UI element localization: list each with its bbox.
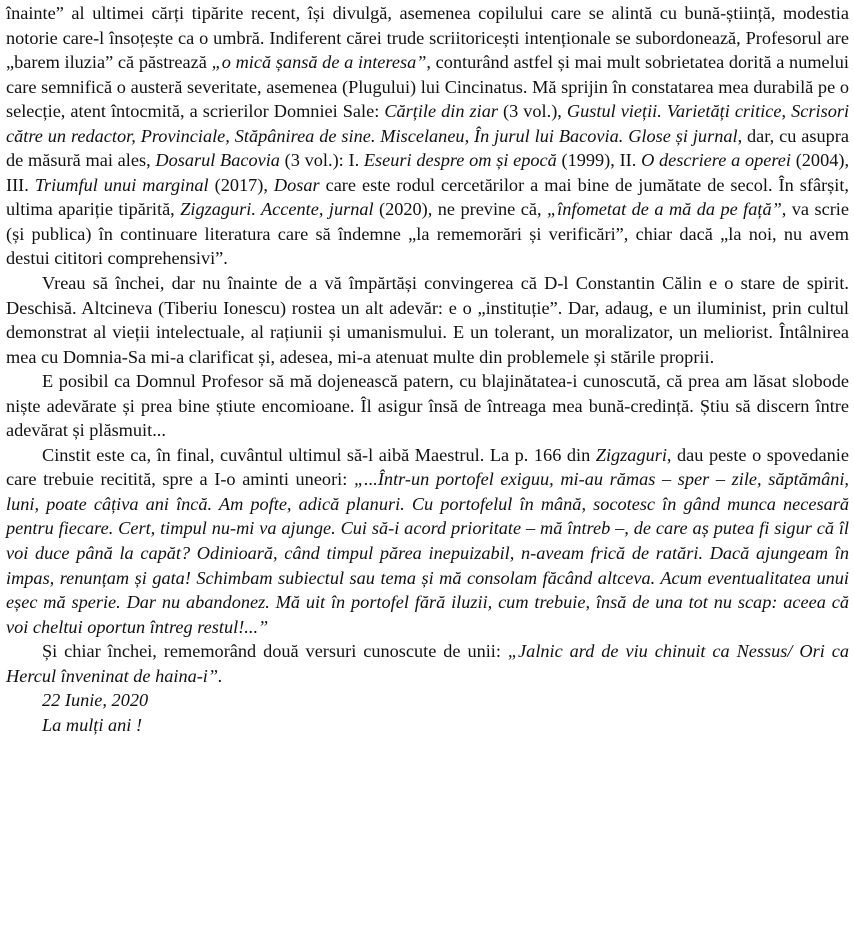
body-text-run: (3 vol.),	[498, 101, 567, 122]
body-text	[6, 1, 849, 688]
body-text-run: înainte” al ultimei cărți tipărite recent, își divulgă, asemenea copilului care se alintă cu bună-știință, modestia notorie care-l însoțește ca o umbră. Indiferent cărei trude scriitoricești intenționale se subordonează, Profesorul are „barem iluzia” că păstrează	[6, 3, 849, 73]
italic-text: Dosarul Bacovia	[155, 150, 280, 171]
body-text-run: E posibil ca Domnul Profesor să mă dojenească patern, cu blajinătatea-i cunoscută, că prea am lăsat slobode niște adevărate și prea bine știute encomioane. Îl asigur însă de întreaga mea bună-credință. Știu să discern între adevărat și plăsmuit...	[6, 371, 849, 441]
body-text-run: Și chiar închei, rememorând două versuri cunoscute de unii:	[42, 641, 508, 662]
body-text-run: (2017),	[208, 174, 274, 195]
body-text-run: , dar, cu asupra de măsură mai ales,	[6, 125, 849, 171]
body-text-run: , conturând astfel și mai mult sobrietatea dorită a numelui care semnifică o austeră severitate, asemenea (Plugului) lui Cincinatus. Mă sprijin în constatarea mea durabilă pe o selecție, atent întocmită, a scrierilor Domniei Sale:	[6, 52, 849, 122]
body-text-run: (2004), III.	[6, 150, 850, 195]
body-text-run: Vreau să închei, dar nu înainte de a vă împărtăși convingerea că D-l Constantin Călin e o stare de spirit. Deschisă. Altcineva (Tiberiu Ionescu) rostea un alt adevăr: e o „instituție”. Dar, adaug, e un iluminist, prin cultul demonstrat al vieții intelectuale, al rațiunii și umanismului. E un tolerant, un moralizator, un meliorist. Întâlnirea mea cu Domnia-Sa mi-a clarificat și, adesea, mi-a atenuat multe din problemele și stările proprii.	[6, 273, 849, 367]
body-text-run: (3 vol.): I.	[279, 150, 364, 171]
body-text-run: (1999), II.	[556, 150, 642, 171]
signature-closing: La mulți ani !	[42, 714, 143, 735]
body-text-run: care este rodul cercetărilor a mai bine de jumătate de secol. În sfârșit, ultima apariție tipărită,	[6, 174, 849, 220]
body-text-run: ,	[781, 101, 792, 122]
paragraph-1	[6, 1, 849, 271]
signature-date: 22 Iunie, 2020	[42, 690, 149, 711]
italic-text: Zigzaguri. Accente, jurnal	[180, 199, 374, 220]
italic-text: „înfometat de a mă da pe față”	[546, 199, 782, 220]
italic-text: Eseuri despre om și epocă	[363, 150, 557, 171]
paragraph-2	[6, 271, 849, 369]
body-text-run: , dau peste o spovedanie care trebuie recitită, spre a I-o aminti uneori:	[6, 444, 849, 490]
italic-text: Dosar	[273, 174, 320, 195]
paragraph-5	[6, 639, 849, 688]
body-text-run: (2020), ne previne că,	[373, 199, 547, 220]
italic-text: Cărțile din ziar	[384, 101, 498, 122]
italic-text: Gustul vieții. Varietăți critice	[566, 101, 782, 122]
body-text-run: Cinstit este ca, în final, cuvântul ultimul să-l aibă Maestrul. La p. 166 din	[42, 444, 596, 465]
italic-text: „...Într-un portofel exiguu, mi-au rămas – sper – zile, săptămâni, luni, poate câțiva ani încă. Am pofte, adică planuri. Cu portofelul în mână, socotesc în gând munca necesară pentru fiecare. Cert, timpul nu-mi va ajunge. Cui să-i acord prioritate – mă întreb –, de care aș putea fi sigur că îl voi duce până la capăt? Odinioară, când timpul părea inepuizabil, n-aveam frică de ratări. Dacă ajungeam în impas, renunțam și gata! Schimbam subiectul sau tema și mă consolam făcând altceva. Acum eventualitatea unui eșec mă sperie. Dar nu abandonez. Mă uit în portofel fără iluzii, cum trebuie, însă de una tot nu scap: aceea că voi cheltui oportun întreg restul!...”	[6, 469, 849, 637]
italic-text: Scrisori către un redactor, Provinciale, Stăpânirea de sine. Miscelaneu, În jurul lui Bacovia. Glose și jurnal	[6, 101, 850, 146]
paragraph-4	[6, 443, 849, 639]
italic-text: Triumful unui marginal	[34, 174, 209, 195]
italic-text: „Jalnic ard de viu chinuit ca Nessus/ Ori ca Hercul înveninat de haina-i”.	[6, 641, 849, 686]
italic-text: „o mică șansă de a interesa”	[211, 52, 427, 73]
paragraph-3	[6, 369, 849, 443]
italic-text: O descriere a operei	[641, 150, 791, 171]
italic-text: Zigzaguri	[595, 444, 667, 465]
body-text-run: , va scrie (și publica) în continuare literatura care să îndemne „la rememorări și verificări”, chiar dacă „la noi, nu avem destui cititori comprehensivi”.	[6, 199, 849, 269]
